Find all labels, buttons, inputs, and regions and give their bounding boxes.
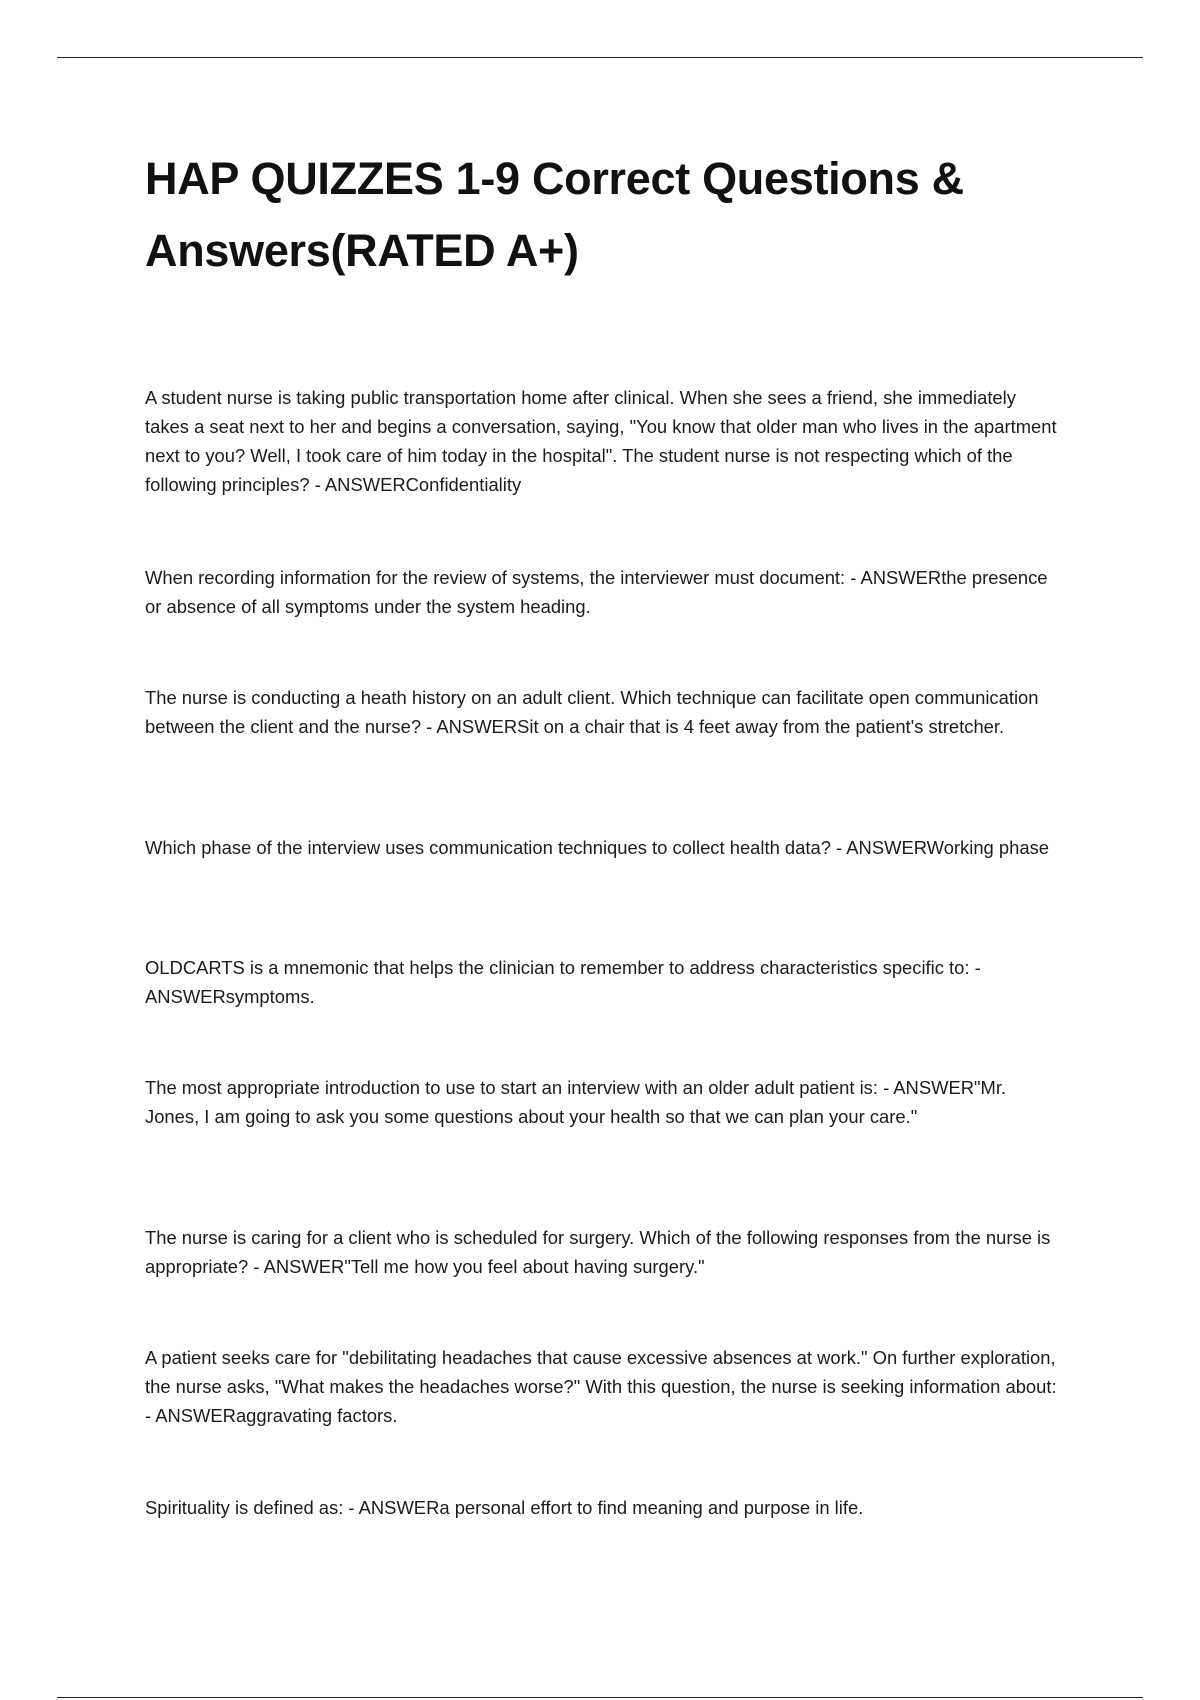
qa-item-2: When recording information for the review of systems, the interviewer must document: - ANSWERthe presence or absence of all symptoms under the system heading. <box>145 567 1048 617</box>
qa-item-6: The most appropriate introduction to use to start an interview with an older adult patient is: - ANSWER"Mr. Jones, I am going to ask you some questions about your health so that we can plan your care." <box>145 1077 1007 1127</box>
qa-item-3: The nurse is conducting a heath history on an adult client. Which technique can facilitate open communication between the client and the nurse? - ANSWERSit on a chair that is 4 feet away from the patient's stretcher. <box>145 687 1039 737</box>
top-divider <box>57 57 1143 58</box>
qa-item-5: OLDCARTS is a mnemonic that helps the clinician to remember to address characteristics specific to: - ANSWERsymptoms. <box>145 957 981 1007</box>
qa-item-4: Which phase of the interview uses communication techniques to collect health data? - ANSWERWorking phase <box>145 837 1049 858</box>
qa-item-1: A student nurse is taking public transportation home after clinical. When she sees a friend, she immediately takes a seat next to her and begins a conversation, saying, "You know that older man who lives in the apartment next to you? Well, I took care of him today in the hospital". The student nurse is not respecting which of the following principles? - ANSWERConfidentiality <box>145 387 1057 495</box>
document-title: HAP QUIZZES 1-9 Correct Questions & Answers(RATED A+) <box>145 153 964 276</box>
qa-item-7: The nurse is caring for a client who is scheduled for surgery. Which of the following responses from the nurse is appropriate? - ANSWER"Tell me how you feel about having surgery." <box>145 1227 1051 1277</box>
qa-item-8: A patient seeks care for "debilitating headaches that cause excessive absences at work." On further exploration, the nurse asks, "What makes the headaches worse?" With this question, the nurse is seeking information about: - ANSWERaggravating factors. <box>145 1347 1057 1426</box>
bottom-divider <box>57 1697 1143 1698</box>
qa-item-9: Spirituality is defined as: - ANSWERa personal effort to find meaning and purpose in life. <box>145 1497 864 1518</box>
